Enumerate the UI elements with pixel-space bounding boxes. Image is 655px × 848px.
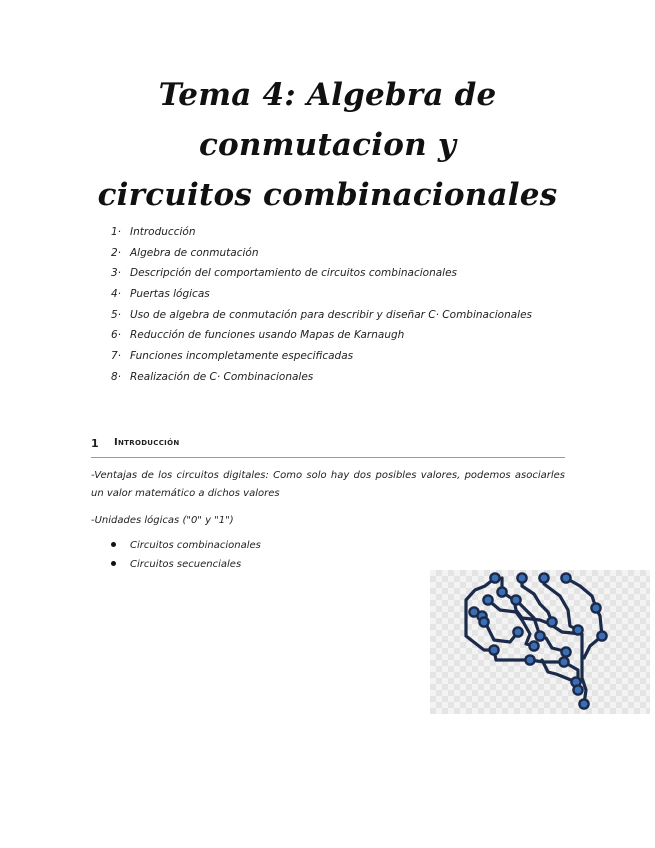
circuit-node xyxy=(597,631,606,640)
circuit-node xyxy=(535,631,544,640)
toc-item xyxy=(111,325,532,346)
title-line-1: Tema 4: Algebra de conmutacion y xyxy=(158,77,497,163)
circuit-node xyxy=(490,573,499,582)
list-item-text: Circuitos secuenciales xyxy=(130,559,242,570)
bullet-icon xyxy=(111,561,116,566)
circuit-brain-image xyxy=(430,570,650,714)
circuit-node xyxy=(539,573,548,582)
toc-item xyxy=(111,367,532,388)
circuit-node xyxy=(511,595,520,604)
bullet-icon xyxy=(111,542,116,547)
circuit-node xyxy=(529,641,538,650)
toc-item-number: 7· xyxy=(111,350,122,363)
list-item-text: Circuitos combinacionales xyxy=(130,540,261,551)
page-title xyxy=(40,70,615,220)
toc-item-number: 8· xyxy=(111,370,122,383)
toc-item-number: 2· xyxy=(111,246,122,259)
toc-item xyxy=(111,263,532,284)
list-item xyxy=(111,537,261,556)
circuit-node xyxy=(559,657,568,666)
toc-item xyxy=(111,346,532,367)
circuit-node xyxy=(591,603,600,612)
toc-item-text: Introducción xyxy=(130,226,196,238)
section-number: 1 xyxy=(91,437,99,450)
circuit-node xyxy=(573,685,582,694)
table-of-contents xyxy=(111,222,532,388)
circuit-node xyxy=(561,647,570,656)
toc-item-text: Funciones incompletamente especificadas xyxy=(130,350,354,363)
toc-item-text: Reducción de funciones usando Mapas de Karnaugh xyxy=(130,329,405,342)
paragraph-advantages: -Ventajas de los circuitos digitales: Como solo hay dos posibles valores, podemos asociarles un valor matemático a dichos valores xyxy=(91,470,565,499)
toc-item-number: 1· xyxy=(111,226,122,238)
circuit-node xyxy=(573,625,582,634)
circuit-node xyxy=(525,655,534,664)
circuit-node xyxy=(517,573,526,582)
toc-item xyxy=(111,243,532,264)
toc-item-number: 4· xyxy=(111,288,122,301)
section-title: Introducción xyxy=(114,437,180,448)
circuit-node xyxy=(479,617,488,626)
toc-item-text: Descripción del comportamiento de circuitos combinacionales xyxy=(130,267,458,280)
toc-item xyxy=(111,222,532,243)
circuit-node xyxy=(489,645,498,654)
toc-item xyxy=(111,305,532,326)
paragraph-logic-units: -Unidades lógicas ("0" y "1") xyxy=(91,515,234,526)
toc-item-text: Algebra de conmutación xyxy=(130,246,259,259)
circuit-brain-icon xyxy=(430,570,650,714)
section-heading xyxy=(91,437,565,458)
toc-item-text: Uso de algebra de conmutación para describir y diseñar C· Combinacionales xyxy=(130,308,533,321)
bullet-list xyxy=(111,537,261,575)
toc-item xyxy=(111,284,532,305)
circuit-node xyxy=(561,573,570,582)
circuit-node xyxy=(497,587,506,596)
toc-item-number: 3· xyxy=(111,267,122,280)
toc-item-text: Realización de C· Combinacionales xyxy=(130,370,314,383)
circuit-node xyxy=(547,617,556,626)
toc-item-number: 6· xyxy=(111,329,122,342)
toc-item-number: 5· xyxy=(111,308,122,321)
list-item xyxy=(111,556,261,575)
circuit-node xyxy=(513,627,522,636)
toc-item-text: Puertas lógicas xyxy=(130,288,210,301)
title-line-2: circuitos combinacionales xyxy=(97,177,558,213)
circuit-node xyxy=(483,595,492,604)
circuit-node xyxy=(579,699,588,708)
